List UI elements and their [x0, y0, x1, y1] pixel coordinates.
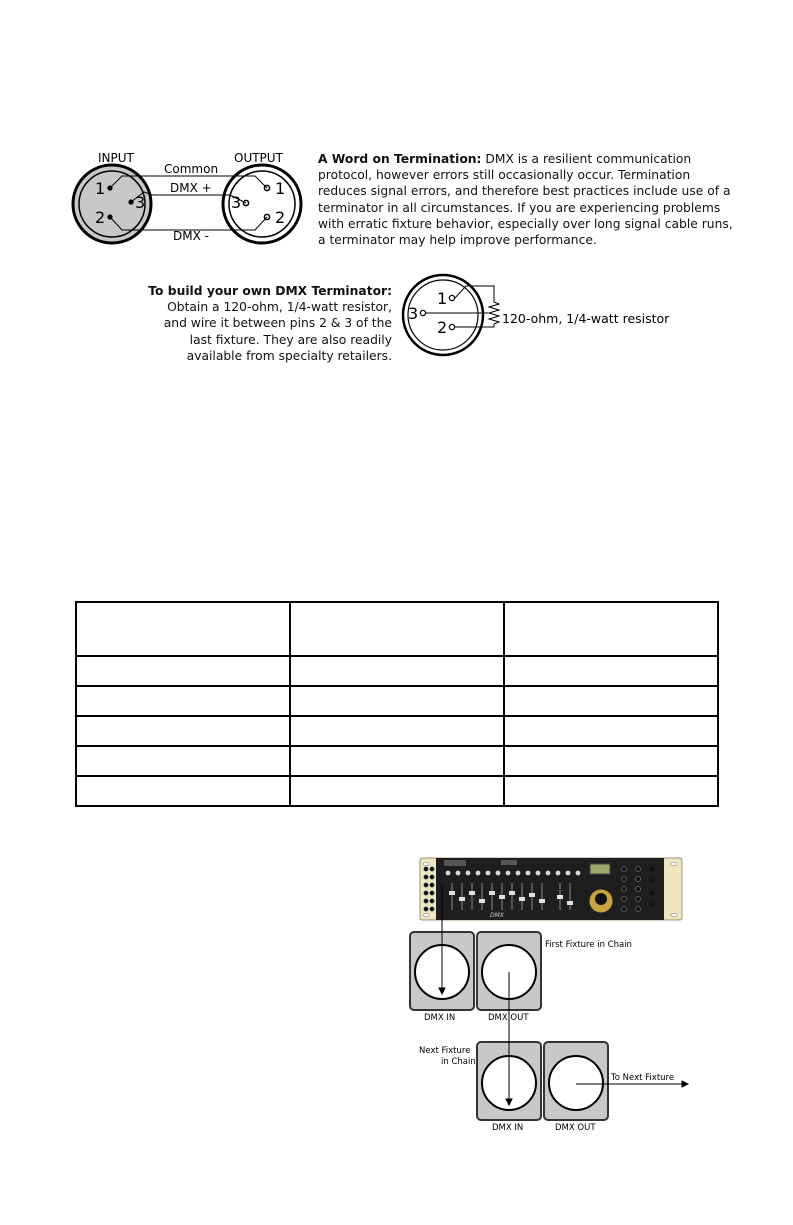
- table-cell: [504, 656, 718, 686]
- next-fixture: [477, 1042, 608, 1120]
- resistor-label: 120-ohm, 1/4-watt resistor: [502, 311, 670, 326]
- output-label: OUTPUT: [234, 151, 283, 165]
- build-title: To build your own DMX Terminator:: [148, 284, 392, 298]
- to-next-fixture-label: To Next Fixture: [611, 1073, 675, 1083]
- build-line-2: and wire it between pins 2 & 3 of the: [163, 316, 392, 331]
- table-cell: [504, 686, 718, 716]
- next-dmx-out-label: DMX OUT: [555, 1123, 596, 1133]
- empty-table: [75, 601, 719, 807]
- input-pin-1: 1: [95, 179, 106, 198]
- arrow-right-icon: [682, 1081, 688, 1087]
- next-fixture-label-2: in Chain: [441, 1057, 476, 1067]
- terminator-connector: [403, 275, 483, 355]
- dmx-minus-label: DMX -: [173, 229, 209, 243]
- first-fixture-label: First Fixture in Chain: [545, 940, 632, 950]
- table-cell: [290, 656, 504, 686]
- table-cell: [290, 686, 504, 716]
- xlr-wiring-diagram: [60, 148, 315, 248]
- common-label: Common: [164, 162, 219, 176]
- output-pin-2: 2: [275, 208, 286, 227]
- termination-heading: A Word on Termination:: [318, 152, 482, 166]
- table-cell: [76, 656, 290, 686]
- table-row: [76, 656, 718, 686]
- resistor-icon: [489, 302, 499, 324]
- terminator-pin-3: 3: [408, 304, 419, 323]
- input-label: INPUT: [98, 151, 134, 165]
- next-dmx-in-label: DMX IN: [492, 1123, 524, 1133]
- table-cell: [76, 746, 290, 776]
- dmx-chain-diagram: [408, 855, 693, 1135]
- input-pin-2: 2: [95, 208, 106, 227]
- terminator-pin-2: 2: [437, 318, 448, 337]
- table-cell: [76, 686, 290, 716]
- table-cell: [76, 602, 290, 656]
- build-terminator-text: [140, 283, 392, 364]
- controller-brand: DMX: [490, 912, 504, 919]
- terminator-pin-1: 1: [437, 289, 448, 308]
- dmx-plus-label: DMX +: [170, 181, 212, 195]
- output-connector: [223, 165, 301, 243]
- table-cell: [76, 776, 290, 806]
- table-cell: [290, 602, 504, 656]
- table-cell: [504, 716, 718, 746]
- table-cell: [504, 602, 718, 656]
- build-line-3: last fixture. They are also readily: [189, 332, 392, 347]
- termination-paragraph: [318, 151, 738, 248]
- table-cell: [76, 716, 290, 746]
- table-header-row: [76, 602, 718, 656]
- table-row: [76, 716, 718, 746]
- first-dmx-in-label: DMX IN: [424, 1013, 456, 1023]
- table-row: [76, 686, 718, 716]
- next-fixture-label-1: Next Fixture: [419, 1046, 471, 1056]
- output-pin-3: 3: [231, 193, 242, 212]
- termination-body: DMX is a resilient communication protocol, however errors still occasionally occur. Termination reduces signal errors, and therefore best practices include use of a terminator in all circumstances. If you are experiencing problems with erratic fixture behavior, especially over long signal cable runs, a terminator may help improve performance.: [318, 152, 733, 248]
- build-line-4: available from specialty retailers.: [186, 348, 392, 363]
- table-cell: [504, 746, 718, 776]
- first-dmx-out-label: DMX OUT: [488, 1013, 529, 1023]
- output-pin-1: 1: [275, 179, 286, 198]
- input-connector: [73, 165, 151, 243]
- table-cell: [504, 776, 718, 806]
- table-cell: [290, 716, 504, 746]
- dmx-controller: [420, 858, 682, 920]
- build-line-1: Obtain a 120-ohm, 1/4-watt resistor,: [167, 300, 392, 315]
- table-row: [76, 746, 718, 776]
- first-fixture: [410, 932, 541, 1010]
- controller-lcd: [590, 864, 610, 874]
- table-row: [76, 776, 718, 806]
- table-cell: [290, 776, 504, 806]
- table-cell: [290, 746, 504, 776]
- terminator-diagram: [398, 272, 698, 362]
- input-pin-3: 3: [135, 193, 146, 212]
